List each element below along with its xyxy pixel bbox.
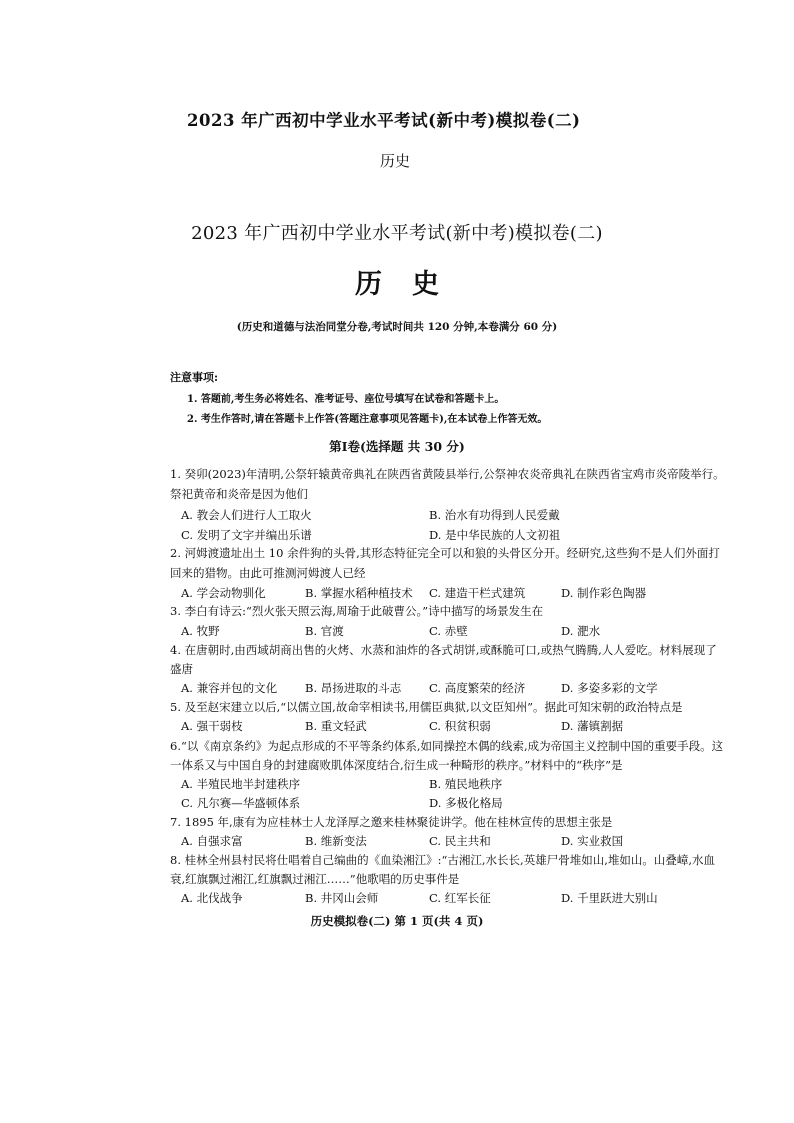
option-b: B. 掌握水稻种植技术 xyxy=(305,586,413,600)
option-c: C. 积贫积弱 xyxy=(429,719,491,733)
option-d: D. 淝水 xyxy=(561,624,601,638)
notice-item: 2. 考生作答时,请在答题卡上作答(答题注意事项见答题卡),在本试卷上作答无效。 xyxy=(187,414,548,425)
question-text: 祭祀黄帝和炎帝是因为他们 xyxy=(170,487,308,501)
option-a: A. 教会人们进行人工取火 xyxy=(181,508,312,522)
option-d: D. 藩镇割据 xyxy=(561,719,624,733)
option-b: B. 殖民地秩序 xyxy=(429,777,503,791)
option-d: D. 千里跃进大别山 xyxy=(561,891,658,905)
option-b: B. 昂扬进取的斗志 xyxy=(305,681,402,695)
paper-title: 2023 年广西初中学业水平考试(新中考)模拟卷(二) xyxy=(191,223,603,244)
question-text: 1. 癸卯(2023)年清明,公祭轩辕黄帝典礼在陕西省黄陵县举行,公祭神农炎帝典礼在陕西省宝鸡市炎帝陵举行。 xyxy=(170,467,725,481)
exam-info: (历史和道德与法治同堂分卷,考试时间共 120 分钟,本卷满分 60 分) xyxy=(236,321,558,333)
page-footer: 历史模拟卷(二) 第 1 页(共 4 页) xyxy=(310,914,484,928)
option-c: C. 发明了文字并编出乐谱 xyxy=(181,528,312,542)
question-text: 回来的猎物。由此可推测河姆渡人已经 xyxy=(170,566,366,580)
option-a: A. 北伐战争 xyxy=(181,891,243,905)
question-text: 7. 1895 年,康有为应桂林士人龙泽厚之邀来桂林聚徒讲学。他在桂林宣传的思想主张是 xyxy=(170,815,613,829)
question-text: 8. 桂林全州县村民将仕唱着自己编曲的《血染湘江》:“古湘江,水长长,英雄尸骨堆如山,堆如山。山叠嶂,水血 xyxy=(170,853,715,867)
notice-item: 1. 答题前,考生务必将姓名、准考证号、座位号填写在试卷和答题卡上。 xyxy=(187,394,505,405)
option-c: C. 高度繁荣的经济 xyxy=(429,681,526,695)
option-d: D. 实业救国 xyxy=(561,834,624,848)
question-text: 衰,红旗飘过湘江,红旗飘过湘江……”他歌唱的历史事件是 xyxy=(170,872,460,886)
option-d: D. 制作彩色陶器 xyxy=(561,586,647,600)
option-a: A. 兼容并包的文化 xyxy=(181,681,278,695)
option-d: D. 是中华民族的人文初祖 xyxy=(429,528,561,542)
question-text: 2. 河姆渡遗址出土 10 余件狗的头骨,其形态特征完全可以和狼的头骨区分开。经研究,这些狗不是人们外面打 xyxy=(170,546,720,560)
question-text: 5. 及至赵宋建立以后,“以儒立国,故命宰相读书,用儒臣典狱,以文臣知州”。据此可知宋朝的政治特点是 xyxy=(170,700,683,714)
section-title: 第Ⅰ卷(选择题 共 30 分) xyxy=(329,439,465,454)
question-text: 6.“以《南京条约》为起点形成的不平等条约体系,如同操控木偶的线索,成为帝国主义控制中国的重要手段。这 xyxy=(170,739,724,753)
option-a: A. 自强求富 xyxy=(181,834,243,848)
header-title: 2023 年广西初中学业水平考试(新中考)模拟卷(二) xyxy=(187,111,581,130)
option-c: C. 凡尔赛—华盛顿体系 xyxy=(181,796,301,810)
option-b: B. 重文轻武 xyxy=(305,719,367,733)
notice-heading: 注意事项: xyxy=(170,371,219,384)
option-a: A. 半殖民地半封建秩序 xyxy=(181,777,301,791)
option-c: C. 红军长征 xyxy=(429,891,491,905)
question-text: 4. 在唐朝时,由西域胡商出售的火烤、水蒸和油炸的各式胡饼,或酥脆可口,或热气腾腾,人人爱吃。材料展现了 xyxy=(170,643,717,657)
option-d: D. 多姿多彩的文学 xyxy=(561,681,658,695)
subject-title: 历史 xyxy=(355,269,469,300)
option-d: D. 多极化格局 xyxy=(429,796,503,810)
option-a: A. 牧野 xyxy=(181,624,220,638)
question-text: 3. 李白有诗云:“烈火张天照云海,周瑜于此破曹公。”诗中描写的场景发生在 xyxy=(170,604,544,618)
option-b: B. 官渡 xyxy=(305,624,344,638)
option-c: C. 赤壁 xyxy=(429,624,468,638)
header-subtitle: 历史 xyxy=(380,152,411,170)
question-text: 盛唐 xyxy=(170,662,193,676)
option-b: B. 维新变法 xyxy=(305,834,367,848)
option-a: A. 强干弱枝 xyxy=(181,719,243,733)
option-a: A. 学会动物驯化 xyxy=(181,586,266,600)
question-text: 一体系又与中国自身的封建腐败肌体深度结合,衍生成一种畸形的秩序。”材料中的“秩序”是 xyxy=(170,758,623,772)
option-c: C. 建造干栏式建筑 xyxy=(429,586,526,600)
option-b: B. 治水有功得到人民爱戴 xyxy=(429,508,560,522)
option-b: B. 井冈山会师 xyxy=(305,891,379,905)
option-c: C. 民主共和 xyxy=(429,834,491,848)
